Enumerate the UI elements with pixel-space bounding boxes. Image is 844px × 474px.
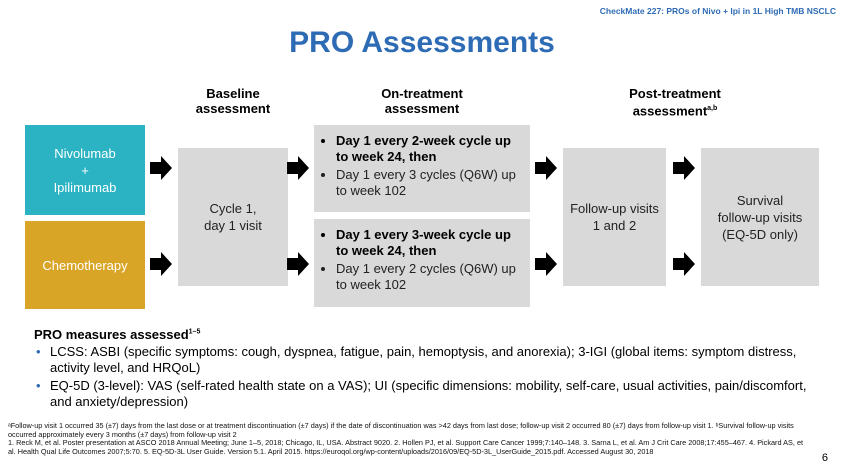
measures-list xyxy=(34,344,820,412)
page-title: PRO Assessments xyxy=(289,26,555,59)
nivo-schedule-item-1: • Day 1 every 2-week cycle up to week 24, then xyxy=(336,133,520,165)
arrow-right-icon xyxy=(150,156,172,185)
column-header-baseline: Baseline assessment xyxy=(195,86,271,116)
arm-chemotherapy: Chemotherapy xyxy=(25,221,145,309)
column-header-post-treatment xyxy=(580,86,770,118)
footnotes xyxy=(8,422,808,456)
measures-title-superscript: 1–5 xyxy=(188,328,201,336)
nivo-schedule-box xyxy=(314,125,530,212)
arrow-right-icon xyxy=(535,156,557,185)
arm-nivolumab-ipilimumab: Nivolumab + Ipilimumab xyxy=(25,125,145,215)
measures-title-text: PRO measures assessed xyxy=(34,327,189,342)
arrow-right-icon xyxy=(673,252,695,281)
post-treatment-line2: assessment xyxy=(632,103,708,119)
survival-box: Survival follow-up visits (EQ-5D only) xyxy=(701,148,819,286)
followup-box: Follow-up visits 1 and 2 xyxy=(563,148,666,286)
list-item: • LCSS: ASBI (specific symptoms: cough, dyspnea, fatigue, pain, hemoptysis, and anorexia); 3-IGI (global items: symptom distress, activity level, and HRQoL) xyxy=(50,344,820,376)
study-label: CheckMate 227: PROs of Nivo + Ipi in 1L High TMB NSCLC xyxy=(599,6,836,16)
footnote-visits: ᵃFollow-up visit 1 occurred 35 (±7) days from the last dose or at treatment discontinuation (±7 days) if the date of discontinuation was >42 days from last dose; follow-up visit 2 occurred 80 (±7) days from follow-up visit 1. ᵇSurvival follow-up visits occurred approximately every 3 months (±7 days) from follow-up visit 2 xyxy=(8,421,794,439)
post-treatment-line1: Post-treatment xyxy=(629,86,721,101)
page-number: 6 xyxy=(821,452,828,464)
chemo-schedule-item-2: • Day 1 every 2 cycles (Q6W) up to week 102 xyxy=(336,261,520,293)
arrow-right-icon xyxy=(673,156,695,185)
baseline-box: Cycle 1, day 1 visit xyxy=(178,148,288,286)
footnote-references: 1. Reck M, et al. Poster presentation at ASCO 2018 Annual Meeting; June 1–5, 2018; Chicago, IL, USA. Abstract 9020. 2. Hollen PJ, et al. Support Care Cancer 1999;7:140–148. 3. Sarna L, et al. Am J Crit Care 2008;17:455–467. 4. Pickard AS, et al. Health Qual Life Outcomes 2007;5:70. 5. EQ-5D-3L User Guide. Version 5.1. April 2015. https://euroqol.org/wp-content/uploads/2016/09/EQ-5D-3L_UserGuide_2015.pdf. Accessed August 30, 2018 xyxy=(8,438,804,456)
arrow-right-icon xyxy=(287,156,309,185)
arrow-right-icon xyxy=(150,252,172,281)
list-item: • EQ-5D (3-level): VAS (self-rated health state on a VAS); UI (specific dimensions: mobility, self-care, usual activities, pain/discomfort, and anxiety/depression) xyxy=(50,378,820,410)
measures-title xyxy=(34,327,200,342)
arrow-right-icon xyxy=(287,252,309,281)
post-treatment-superscript: a,b xyxy=(707,105,718,112)
arrow-right-icon xyxy=(535,252,557,281)
nivo-schedule-item-2: • Day 1 every 3 cycles (Q6W) up to week 102 xyxy=(336,167,520,199)
column-header-on-treatment: On-treatment assessment xyxy=(381,86,463,116)
chemo-schedule-box xyxy=(314,219,530,307)
chemo-schedule-item-1: • Day 1 every 3-week cycle up to week 24, then xyxy=(336,227,520,259)
